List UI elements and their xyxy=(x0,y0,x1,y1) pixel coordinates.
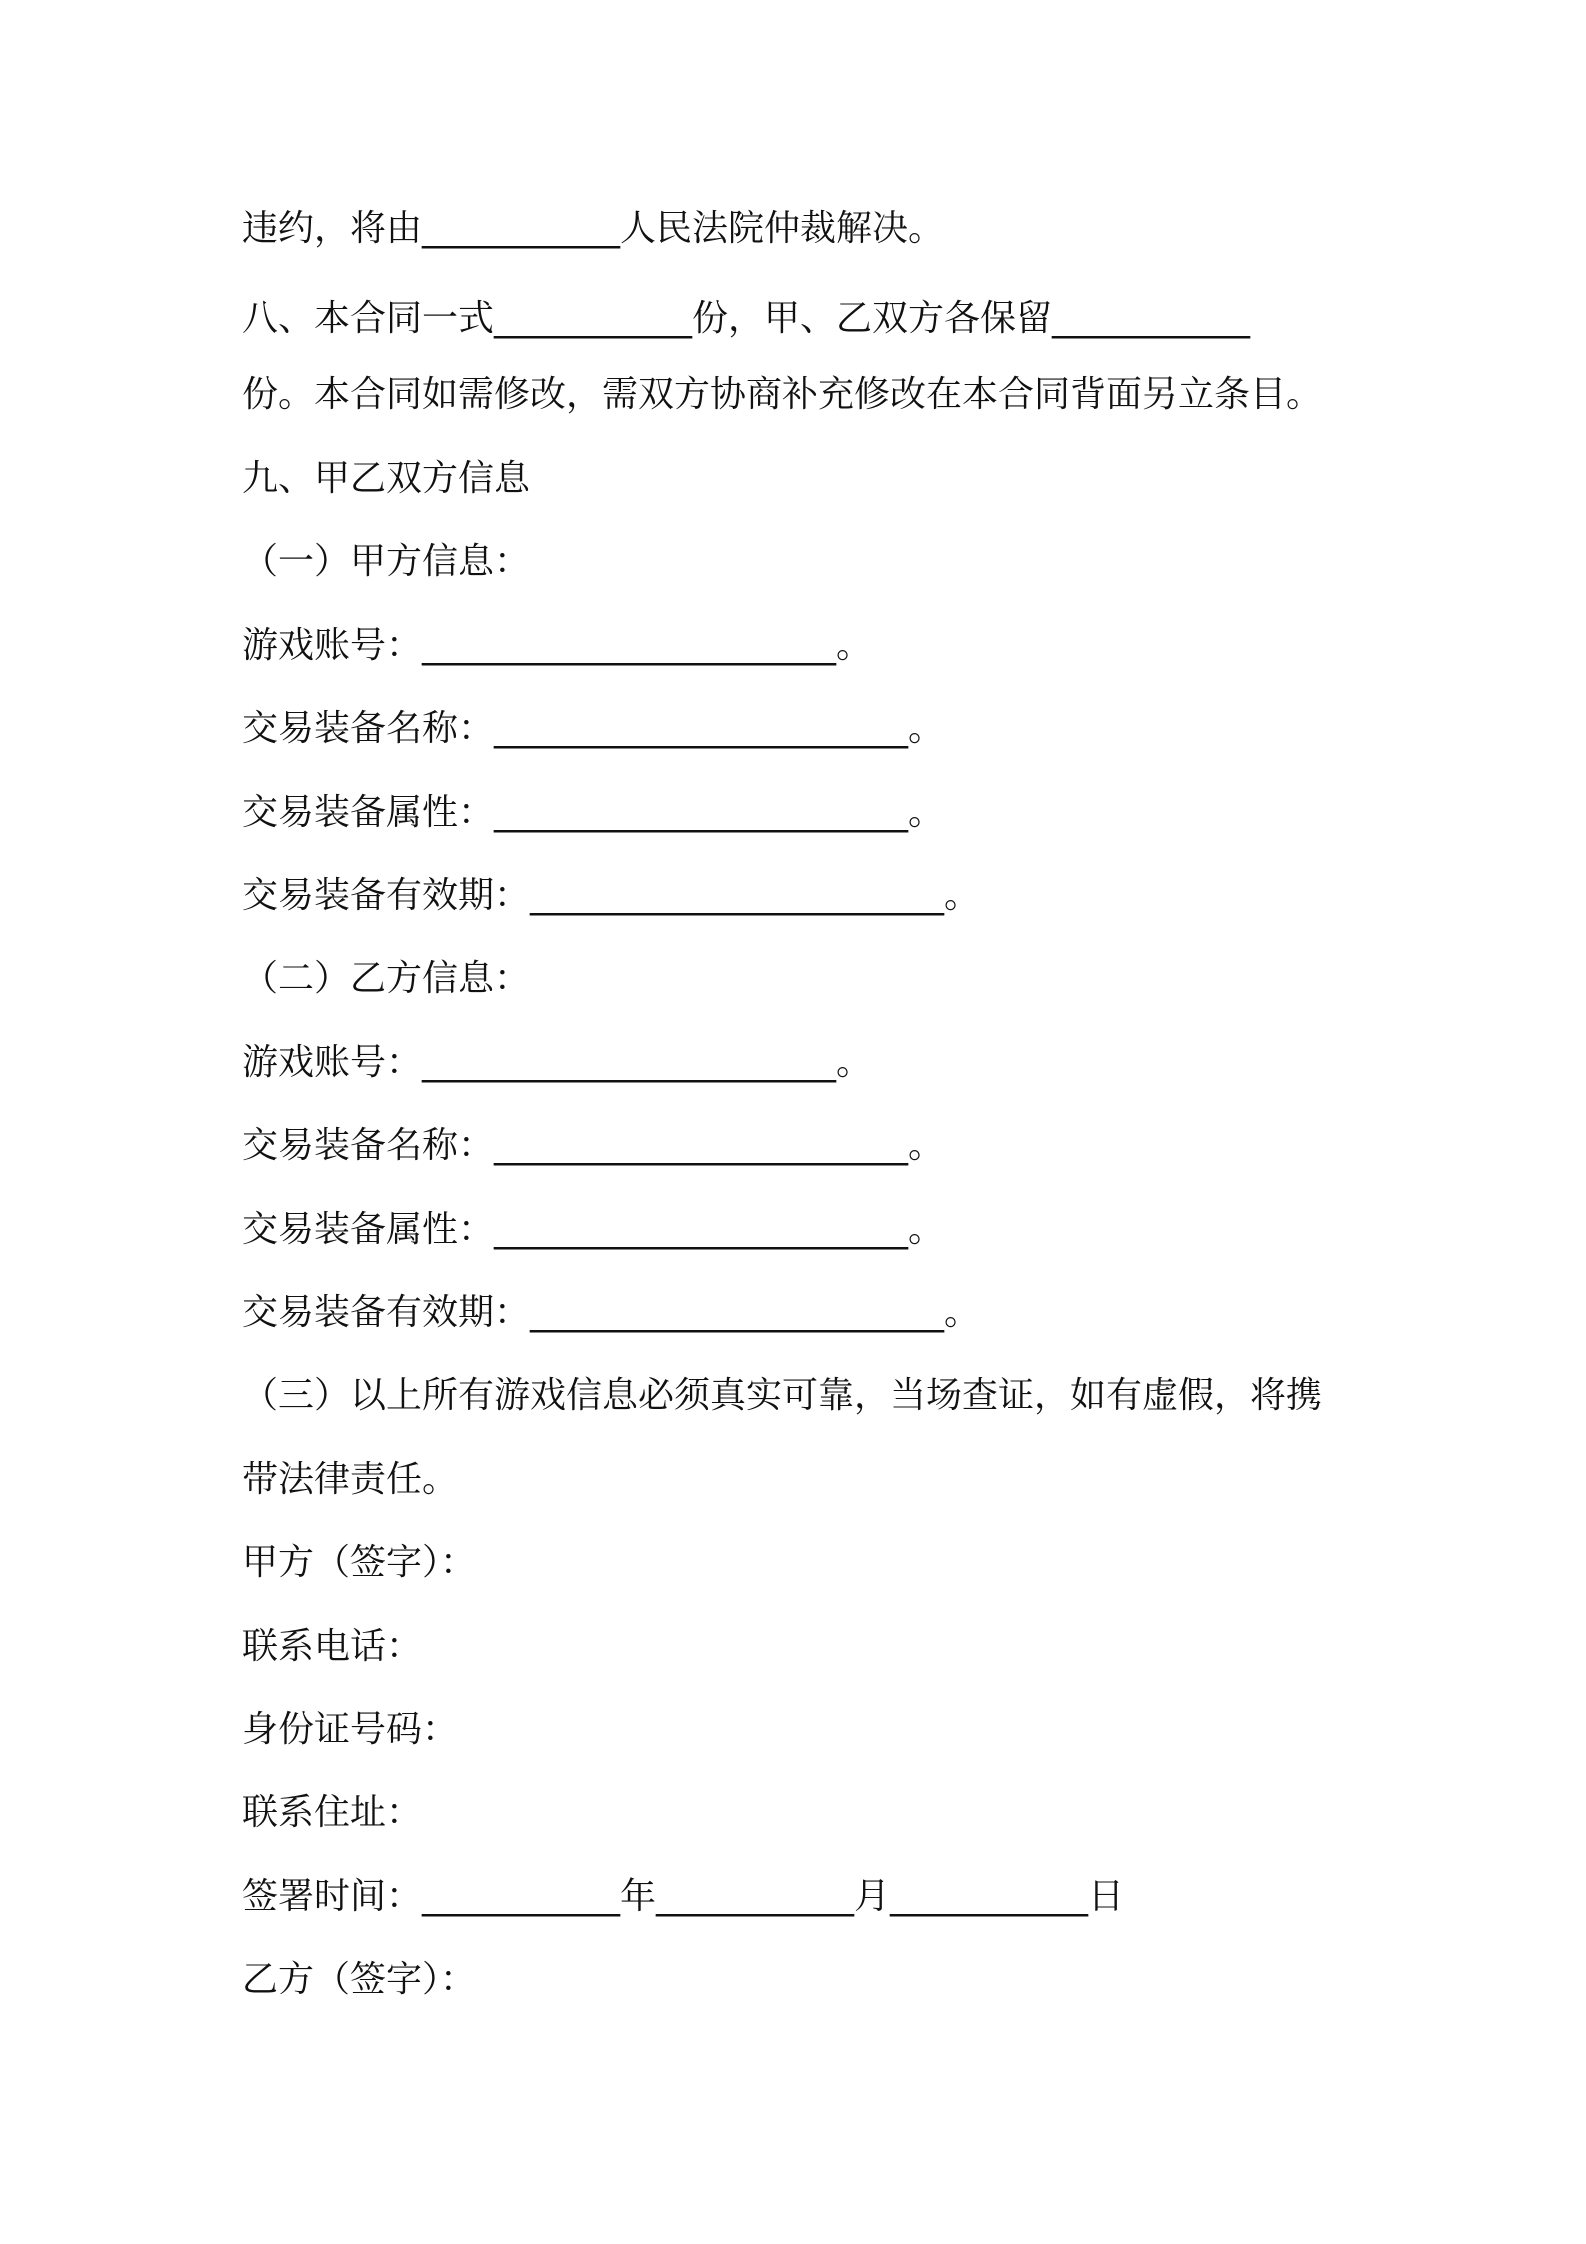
clause-seven-continuation: 违约，将由___________人民法院仲裁解决。 xyxy=(242,208,945,249)
party-b-signature-label: 乙方（签字）： xyxy=(242,1959,477,2000)
contact-address-label: 联系住址： xyxy=(242,1792,423,1833)
party-a-game-account: 游戏账号：_______________________。 xyxy=(242,625,873,666)
contact-phone-label: 联系电话： xyxy=(242,1626,423,1667)
party-b-equipment-validity: 交易装备有效期：_______________________。 xyxy=(242,1292,981,1333)
clause-eight-line-2: 份。本合同如需修改，需双方协商补充修改在本合同背面另立条目。 xyxy=(242,374,1323,415)
party-a-equipment-name: 交易装备名称：_______________________。 xyxy=(242,708,945,749)
clause-nine-heading: 九、甲乙双方信息 xyxy=(242,458,531,499)
id-number-label: 身份证号码： xyxy=(242,1709,459,1750)
party-b-info-heading: （二）乙方信息： xyxy=(242,958,531,999)
party-a-signature-label: 甲方（签字）： xyxy=(242,1542,477,1583)
clause-three-line-2: 带法律责任。 xyxy=(242,1459,459,1500)
party-b-equipment-name: 交易装备名称：_______________________。 xyxy=(242,1125,945,1166)
clause-three-line-1: （三）以上所有游戏信息必须真实可靠，当场查证，如有虚假，将携 xyxy=(242,1375,1323,1416)
party-a-equipment-attribute: 交易装备属性：_______________________。 xyxy=(242,792,945,833)
party-b-equipment-attribute: 交易装备属性：_______________________。 xyxy=(242,1209,945,1250)
party-a-equipment-validity: 交易装备有效期：_______________________。 xyxy=(242,875,981,916)
clause-eight-line-1: 八、本合同一式___________份，甲、乙双方各保留___________ xyxy=(242,298,1251,339)
party-b-game-account: 游戏账号：_______________________。 xyxy=(242,1042,873,1083)
signing-date-line: 签署时间：___________年___________月___________日 xyxy=(242,1876,1125,1917)
party-a-info-heading: （一）甲方信息： xyxy=(242,541,531,582)
